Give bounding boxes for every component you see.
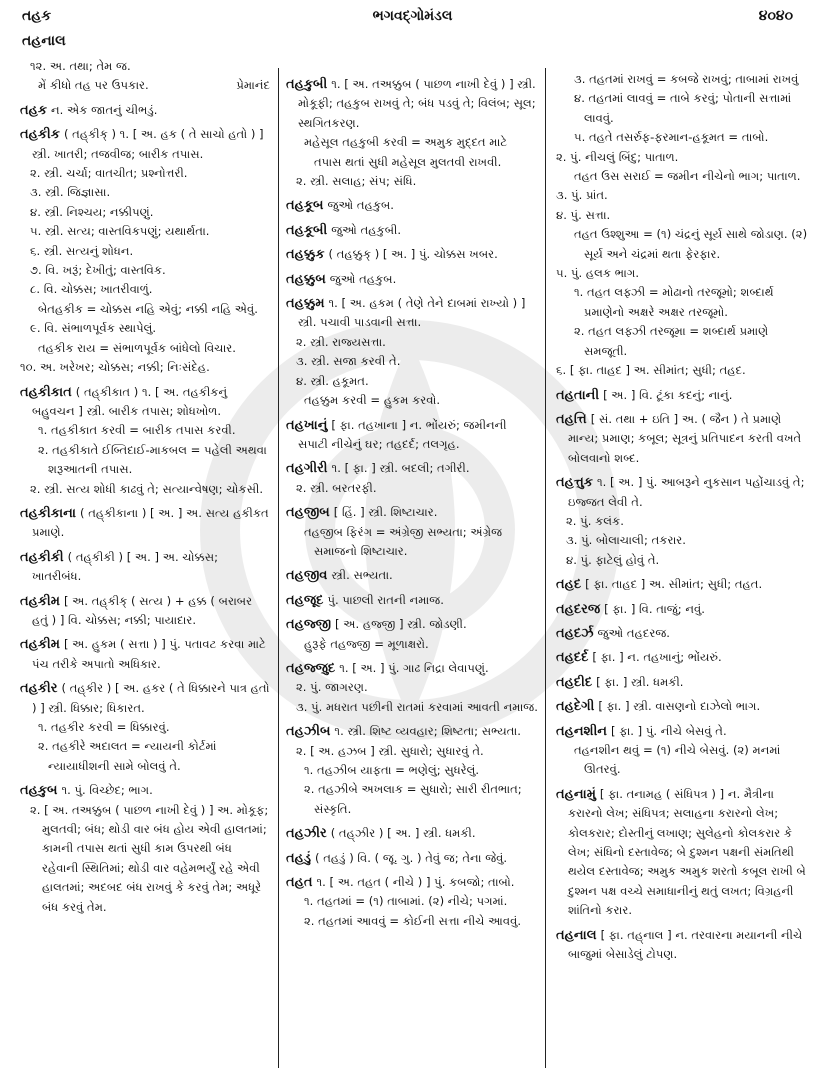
definition-text: ૧. [ ફા. ] સ્ત્રી. બદલી; તગીરી. (331, 461, 470, 476)
headword: તહકીક (20, 127, 60, 143)
entry-sense (286, 912, 538, 931)
entry-sense (20, 242, 270, 261)
dictionary-entry (556, 785, 810, 921)
definition-text: [ ફા. ] ન. તહખાનું; ભોંયરું. (592, 650, 722, 665)
column-divider (278, 68, 279, 1068)
definition-text: ( તહડું ) વિ. ( જૂ. ગુ. ) તેવું જ; તેના જેવું. (315, 850, 508, 865)
headword: તહદીદ (556, 674, 593, 690)
headword: તહદ (556, 577, 582, 593)
headword: તહઝીર (286, 826, 327, 842)
entry-sense (286, 635, 538, 654)
dictionary-entry (20, 504, 270, 543)
definition-text: ( તહ્‌કીકી ) [ અ. ] અ. ચોક્કસ; ખાતરીબંધ. (32, 549, 218, 584)
definition-text: [ ફા. ] પું. નીચે બેસવું તે. (610, 723, 727, 738)
entry-sense (286, 698, 538, 717)
headword: તહત્તુક (556, 475, 593, 491)
dictionary-entry (286, 245, 538, 264)
dictionary-entry (556, 600, 810, 619)
guide-word-first: તહક (22, 8, 52, 24)
column-divider (545, 68, 546, 1068)
dictionary-entry (286, 294, 538, 333)
entry-sense (286, 333, 538, 352)
dictionary-entry (556, 624, 810, 643)
definition-text: તહક્કુમ કરવી = હુકમ કરવો. (304, 393, 441, 408)
citation-source: પ્રેમાનંદ (236, 78, 270, 93)
entry-sense (556, 264, 810, 283)
entry-sense (20, 737, 270, 776)
definition-text: તહકીક રાય = સંભાળપૂર્વક બાંધેલો વિચાર. (38, 340, 236, 355)
definition-text: ( તહ્‌કીર ) [ અ. હકર ( તે ધિક્કારને પાત્ર હતો ) ] સ્ત્રી. ધિક્કાર; ધિકારત. (32, 681, 270, 715)
dictionary-entry (286, 196, 538, 215)
entry-sense (556, 148, 810, 167)
headword: તહજીબ (286, 505, 330, 521)
headword: તહત્તિ (556, 411, 587, 427)
entry-sense (20, 183, 270, 202)
entry-sense (556, 551, 810, 570)
definition-text: ૧. [ અ. હકમ ( તેણે તેને દાબમાં રાખ્યો ) ] સ્ત્રી. પચાવી પાડવાની સત્તા. (298, 296, 526, 330)
entry-sense (286, 780, 538, 819)
definition-text: ૩. સ્ત્રી. જિજ્ઞાસા. (30, 185, 111, 200)
definition-text: તહત ઉશ્શુઆ = (૧) ચંદ્રનું સૂર્ય સાથે જોડાણ. (૨) સૂર્ય અને ચંદ્રમાં થતા ફેરફાર. (574, 227, 808, 261)
definition-text: તહનશીન થવું = (૧) નીચે બેસવું. (૨) મનમાં ઊતરવું. (574, 743, 781, 777)
definition-text: ૨. સ્ત્રી. બરતરફી. (296, 480, 377, 495)
entry-sense (556, 128, 810, 147)
dictionary-entry (556, 386, 810, 405)
dictionary-entry (556, 648, 810, 667)
entry-sense (20, 319, 270, 338)
definition-text: [ ફા. ] વિ. તાજું; નવું. (604, 601, 705, 616)
column-2 (286, 70, 538, 931)
headword: તહકીકાત (20, 384, 72, 400)
definition-text: ૪. પું. ફાટેલું હોવું તે. (566, 552, 660, 567)
headword: તહગીરી (286, 461, 328, 477)
headword: તહનાલ (556, 927, 597, 943)
dictionary-entry (556, 926, 810, 965)
headword: તહજ્જુદ (286, 660, 336, 676)
definition-text: હુરૂફે તહજ્જી = મૂળાક્ષરો. (304, 636, 429, 651)
entry-sense (20, 222, 270, 241)
definition-text: ૫. સ્ત્રી. સત્ય; વાસ્તવિકપણું; યથાર્થતા. (30, 224, 210, 239)
entry-sense (20, 801, 270, 917)
definition-text: ૧. [ અ. ] પું. આબરૂને નુકસાન પહોંચાડવું તે; ઇજ્જત લેવી તે. (568, 475, 805, 509)
dictionary-entry (20, 679, 270, 718)
definition-text: ૨. પું. કલંક. (566, 513, 624, 528)
headword: તહક્કુક (286, 247, 325, 263)
definition-text: ૪. તહતમાં લાવવું = તાબે કરવું; પોતાની સત્તામાં લાવવું. (574, 91, 792, 125)
dictionary-entry (20, 635, 270, 674)
definition-text: ૧. તહત લફ્ઝી = મોઢાનો તરજૂમો; શબ્દાર્થ પ્રમાણેનો અક્ષરે અક્ષર તરજૂમો. (574, 285, 774, 319)
headword: તહકુબ (20, 783, 58, 799)
entry-sense (286, 742, 538, 761)
running-title: ભગવદ્ગોમંડલ (372, 8, 453, 24)
dictionary-entry (286, 459, 538, 478)
entry-sense (20, 480, 270, 499)
definition-text: ન. એક જાતનું ચીભડું. (51, 102, 158, 117)
entry-sense (556, 283, 810, 322)
definition-text: મહેસૂલ તહકુબી કરવી = અમુક મુદ્દત માટે તપાસ થતાં સુધી મહેસૂલ મુલતવી રાખવી. (304, 135, 508, 169)
entry-sense (20, 718, 270, 737)
definition-text: ( તહક્કુક્ ) [ અ. ] પું. ચોક્કસ ખબર. (328, 247, 498, 262)
headword: તહદેગી (556, 699, 595, 715)
dictionary-entry (286, 824, 538, 843)
headword: તહઝીબ (286, 724, 331, 740)
entry-sense (286, 352, 538, 371)
definition-text: [ ફા. ] સ્ત્રી. વાસણનો દાઝેલો ભાગ. (598, 699, 761, 714)
entry-sense (556, 206, 810, 225)
entry-sense (20, 358, 270, 377)
dictionary-entry (20, 383, 270, 422)
definition-text: જુઓ તહકુબ. (329, 271, 397, 286)
definition-text: ૨. તહઝીબે અખલાક = સુધારો; સારી રીતભાત; સંસ્કૃતિ. (304, 782, 522, 816)
headword: તહનામું (556, 786, 596, 802)
dictionary-entry (20, 125, 270, 164)
definition-text: ૨. સ્ત્રી. સત્ય શોધી કાઢવું તે; સત્યાન્વેષણ; ચોકસી. (30, 481, 264, 496)
column-3 (556, 70, 810, 964)
definition-text: ૧. [ અ. તહત ( નીચે ) ] પું. કબજો; તાબો. (316, 875, 515, 890)
definition-text: બેતહકીક = ચોક્કસ નહિ એવું; નક્કી નહિ એવું. (38, 301, 258, 316)
headword: તહનશીન (556, 723, 607, 739)
definition-text: ( તહ્‌કીક્ ) ૧. [ અ. હક ( તે સાચો હતો ) ] સ્ત્રી. ખાતરી; તજવીજ; બારીક તપાસ. (32, 127, 264, 161)
definition-text: [ ફા. ] સ્ત્રી. ધમકી. (596, 674, 684, 689)
dictionary-entry (556, 673, 810, 692)
definition-text: ૨. તહકીકાતે ઈબ્તિદાઈ-માકબલ = પહેલી અથવા શરૂઆતની તપાસ. (38, 442, 267, 477)
headword: તહખાનું (286, 417, 328, 433)
entry-sense (286, 523, 538, 562)
page-number: ૪૦૪૦ (758, 8, 793, 24)
definition-text: ૧૨. અ. તથા; તેમ જ. (30, 59, 131, 73)
entry-sense (20, 203, 270, 222)
definition-text: ૩. પું. બોલાચાલી; તકરાર. (566, 533, 686, 548)
entry-sense (20, 441, 270, 480)
dictionary-entry (286, 270, 538, 289)
definition-text: ૧. તહઝીબ યાફતા = ભણેલું; સુધરેલું. (304, 763, 480, 777)
definition-text: પું. પાછલી રાતની નમાજ. (327, 592, 444, 607)
headword: તહજ્જી (286, 617, 332, 633)
dictionary-entry (286, 873, 538, 892)
headword: તહકીકી (20, 549, 64, 565)
column-1 (20, 57, 270, 917)
entry-sense (20, 57, 270, 76)
dictionary-entry (286, 503, 538, 522)
definition-text: જુઓ તહકુબ. (327, 198, 394, 213)
headword: તહદર્દ (556, 650, 589, 666)
definition-text: ૧. [ અ. ] પું. ગાઢ નિદ્રા લેવાપણું. (339, 660, 489, 675)
entry-sense (556, 167, 810, 186)
definition-text: ૪. સ્ત્રી. નિશ્ચય; નક્કીપણું. (30, 204, 154, 219)
entry-sense (286, 391, 538, 410)
definition-text: ૩. સ્ત્રી. સજા કરવી તે. (296, 354, 401, 369)
entry-sense (286, 678, 538, 697)
entry-sense (286, 133, 538, 172)
headword: તહત (286, 875, 313, 891)
entry-sense (286, 761, 538, 780)
entry-sense (556, 531, 810, 550)
headword: તહજીવ (286, 568, 328, 584)
definition-text: ૧. [ અ. તઅક્કુબ ( પાછળ નાખી દેવું ) ] સ્ત્રી. મોકૂફી; તહકુબ રાખવું તે; બંધ પડવું તે; વિલંબ; સૂલ; સ્થગિતકરણ. (298, 77, 536, 130)
definition-text: ૨. સ્ત્રી. સલાહ; સંપ; સંધિ. (296, 174, 417, 189)
definition-text: ૩. તહતમાં રાખવું = કબજે રાખવું; તાબામાં રાખવું (574, 72, 799, 86)
headword: તહકીમ (20, 637, 60, 653)
entry-sense (286, 172, 538, 191)
headword: તહકૂબી (286, 222, 328, 238)
definition-text: ૬. [ ફા. તાહદ ] અ. સીમાંત; સુધી; તહદ. (556, 363, 746, 378)
definition-text: ૨. તહતમાં આવવું = કોઈની સત્તા નીચે આવવું. (304, 913, 522, 928)
dictionary-entry (556, 410, 810, 468)
definition-text: ૧. તહતમાં = (૧) તાબામાં. (૨) નીચે; પગમાં. (304, 894, 508, 909)
definition-text: તહજીબ ફિરંગ = અંગ્રેજી સભ્યતા; અંગ્રેજ સમાજનો શિષ્ટાચાર. (304, 524, 503, 558)
definition-text: ૧. સ્ત્રી. શિષ્ટ વ્યવહાર; શિષ્ટતા; સભ્યતા. (334, 724, 521, 739)
dictionary-entry (20, 101, 270, 120)
definition-text: [ અ. ] વિ. ટૂંકા કદનું; નાનું. (603, 387, 733, 402)
definition-text: [ અ. તહ્‌કીક્ ( સત્ય ) + હક્ક ( બરાબર હતું ) ] વિ. ચોક્કસ; નક્કી; પાયાદાર. (32, 593, 253, 627)
definition-text: ૨. [ અ. હઝબ ] સ્ત્રી. સુધારો; સુધારવું તે. (296, 743, 484, 758)
definition-text: ૨. પું. નીચલું બિંદુ; પાતાળ. (556, 149, 679, 164)
headword: તહક (20, 102, 48, 118)
dictionary-entry (20, 592, 270, 631)
dictionary-entry (286, 849, 538, 868)
definition-text: [ ફા. તહ્‌નાલ ] ન. તરવારના મયાનની નીચે બાજુમાં બેસાડેલું ટોપણ. (568, 927, 803, 962)
definition-text: તહત ઉસ સરાઈ = જમીન નીચેનો ભાગ; પાતાળ. (574, 169, 801, 184)
definition-text: જુઓ તહકુબી. (331, 222, 402, 237)
dictionary-entry (556, 722, 810, 741)
headword: તહકુબી (286, 77, 328, 92)
definition-text: સ્ત્રી. સભ્યતા. (331, 568, 393, 583)
dictionary-entry (286, 722, 538, 741)
definition-text: ૨. પું. જાગરણ. (296, 680, 368, 695)
definition-text: ૪. સ્ત્રી. હકૂમત. (296, 373, 369, 388)
entry-sense (286, 372, 538, 391)
entry-sense (20, 261, 270, 280)
headword: તહતાની (556, 387, 600, 403)
definition-text: [ ફા. તહખાના ] ન. ભોંયરું; જમીનની સપાટી નીચેનું ઘર; તહદર્દ; તલગૃહ. (298, 417, 507, 451)
dictionary-entry (286, 659, 538, 678)
definition-text: જુઓ તહદરજ. (597, 625, 670, 640)
dictionary-entry (286, 75, 538, 133)
definition-text: [ ફા. તાહદ ] અ. સીમાંત; સુધી; તહત. (585, 577, 763, 592)
entry-sense (556, 322, 810, 361)
definition-text: ૨. તહત લફ્ઝી તરજૂમા = શબ્દાર્થ પ્રમાણે સમજૂતી. (574, 324, 769, 358)
headword: તહક્કુમ (286, 296, 325, 312)
definition-text: ૩. પું. મધરાત પછીની રાતમાં કરવામાં આવતી નમાજ. (296, 699, 538, 714)
definition-text: ૧. પું. વિચ્છેદ; ભાગ. (61, 783, 153, 798)
headword: તહક્કુબ (286, 271, 326, 287)
definition-text: ૩. પું. પ્રાંત. (556, 188, 608, 203)
dictionary-entry (286, 591, 538, 610)
dictionary-entry (286, 566, 538, 585)
entry-sense (556, 186, 810, 205)
definition-text: ૫. તહતે તસર્રુફ-ફરમાન-હકૂમત = તાબો. (574, 130, 769, 145)
definition-text: ( તહ્‌કીકાત ) ૧. [ અ. તહકીકનું બહુવચન ] સ્ત્રી. બારીક તપાસ; શોધખોળ. (32, 384, 228, 418)
headword: તહડું (286, 850, 311, 866)
definition-text: ૧. તહકીર કરવી = ધિક્કારવું. (38, 720, 170, 734)
definition-text: [ ફા. તનામહ ( સંધિપત્ર ) ] ન. મૈત્રીના કરારનો લેખ; સંધિપત્ર; સલાહના કરારનો લેખ; કોલકરાર; દોસ્તીનું લખાણ; સુલેહનો કોલકરાર કે લેખ; સંધિનો દસ્તાવેજ; બે દુશ્મન પક્ષની સંમતિથી થયેલ દસ્તાવેજ; અમુક અમુક શરતો કબૂલ રાખી બે દુશ્મન પક્ષ વચ્ચે સમાધાનીનું થતું લખત; વિગ્રહની શાંતિનો કરાર. (568, 786, 806, 918)
definition-text: ૨. [ અ. તઅક્કુબ ( પાછળ નાખી દેવું ) ] અ. મોકૂફ; મુલતવી; બંધ; થોડી વાર બંધ હોય એવી હાલતમાં; કામની તપાસ થતાં સુધી કામ ઉપરથી બંધ રહેવાની સ્થિતિમાં; થોડી વાર વહેમભર્યું રહે એવી હાલતમાં; અદબદ બંધ રાખવું કે કરવું તેમ; અધૂરે બંધ કરવું તેમ. (30, 802, 269, 914)
entry-sense (556, 89, 810, 128)
dictionary-entry (20, 548, 270, 587)
guide-word-last: તહનાલ (22, 33, 66, 49)
entry-sense (556, 512, 810, 531)
entry-sense (20, 339, 270, 358)
definition-text: ૯. વિ. સંભાળપૂર્વક સ્થાપેલું. (30, 321, 157, 336)
headword: તહજૂદ (286, 592, 324, 608)
entry-sense (20, 76, 270, 95)
definition-text: ૨. તહકીરે અદાલત = ન્યાયની કોર્ટમાં ન્યાયાધીશની સામે બોલવું તે. (38, 739, 217, 773)
definition-text: ૧૦. અ. ખરેખર; ચોક્કસ; નક્કી; નિઃસંદેહ. (20, 360, 210, 375)
entry-sense (286, 479, 538, 498)
definition-text: ૫. પું. હલક ભાગ. (556, 266, 640, 281)
headword: તહકીર (20, 681, 58, 697)
definition-text: ૪. પું. સત્તા. (556, 207, 611, 222)
entry-sense (556, 70, 810, 89)
dictionary-entry (286, 221, 538, 240)
definition-text: ૧. તહકીકાત કરવી = બારીક તપાસ કરવી. (38, 423, 236, 438)
entry-sense (20, 280, 270, 299)
definition-text: ( તહ્‌ઝીર ) [ અ. ] સ્ત્રી. ધમકી. (330, 826, 476, 841)
dictionary-entry (556, 473, 810, 512)
definition-text: ૮. વિ. ચોક્કસ; ખાતરીવાળું. (30, 282, 153, 297)
headword: તહદરજ (556, 601, 601, 617)
dictionary-entry (556, 575, 810, 594)
definition-text: ૭. વિ. ખરૂં; દેખીતું; વાસ્તવિક. (30, 263, 166, 278)
headword: તહકીકાના (20, 505, 76, 521)
definition-text: ૨. સ્ત્રી. ચર્ચા; વાતચીત; પ્રશ્નોત્તરી. (30, 166, 188, 181)
headword: તહકૂબ (286, 198, 324, 214)
dictionary-entry (286, 615, 538, 634)
entry-sense (556, 225, 810, 264)
entry-sense (20, 300, 270, 319)
definition-text: ૬. સ્ત્રી. સત્યનું શોધન. (30, 243, 134, 258)
definition-text: ( તહ્‌કીકાના ) [ અ. ] અ. સત્ય હકીકત પ્રમાણે. (32, 505, 269, 540)
dictionary-entry (286, 416, 538, 455)
definition-text: [ અ. હુકમ ( સત્તા ) ] પું. પતાવટ કરવા માટે પંચ તરીકે અપાતો અધિકાર. (32, 637, 266, 671)
definition-text: [ અ. હજ્જી ] સ્ત્રી. જોડણી. (335, 617, 467, 632)
headword: તહકીમ (20, 593, 60, 609)
dictionary-entry (20, 781, 270, 800)
entry-sense (20, 421, 270, 440)
definition-text: ૨. સ્ત્રી. રાજ્યસત્તા. (296, 334, 386, 349)
entry-sense (556, 361, 810, 380)
definition-text: [ સં. તથા + ઇતિ ] અ. ( જૈન ) તે પ્રમાણે માન્ય; પ્રમાણ; કબૂલ; સૂત્રનું પ્રતિપાદન કરતી વખતે બોલવાનો શબ્દ. (568, 411, 802, 465)
headword: તહદર્ઝ (556, 625, 594, 641)
dictionary-entry (556, 697, 810, 716)
entry-sense (286, 892, 538, 911)
entry-sense (556, 741, 810, 780)
definition-text: [ હિં. ] સ્ત્રી. શિષ્ટાચાર. (333, 505, 438, 520)
definition-text: મેં કીધો તહ પર ઉપકાર. (38, 78, 149, 93)
entry-sense (20, 164, 270, 183)
